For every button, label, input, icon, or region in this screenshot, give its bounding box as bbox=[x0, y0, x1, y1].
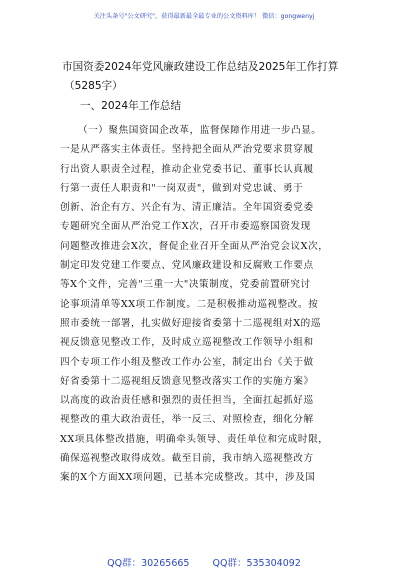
body-line: 以高度的政治责任感和强烈的责任担当，全面扛起抓好巡 bbox=[60, 395, 314, 407]
body-line: 等X个文件，完善"三重一大"决策制度，党委前置研究讨 bbox=[60, 279, 311, 291]
document-title bbox=[62, 58, 362, 96]
body-line: 专题研究全面从严治党工作X次，召开市委巡察国资发现 bbox=[60, 221, 311, 233]
body-line: 论事项清单等XX项工作制度。二是积极推动巡视整改。按 bbox=[60, 298, 319, 310]
section-heading: 一、2024年工作总结 bbox=[80, 100, 182, 112]
body-text bbox=[60, 121, 356, 488]
footer-qq-group-1: QQ群：30265665 bbox=[107, 558, 190, 569]
body-line: 创新、治企有方、兴企有为、清正廉洁。全年国资委党委 bbox=[60, 202, 314, 214]
body-line: 行第一责任人职责和"一岗双责"，做到对党忠诚、勇于 bbox=[60, 182, 304, 194]
body-line: 视整改的重大政治责任，举一反三、对照检查，细化分解 bbox=[60, 414, 314, 426]
body-line: 四个专项工作小组及整改工作办公室，制定出台《关于做 bbox=[60, 356, 314, 368]
body-line: XX项具体整改措施，明确牵头领导、责任单位和完成时限， bbox=[60, 433, 329, 445]
body-line: 一是从严落实主体责任。坚持把全面从严治党要求贯穿履 bbox=[60, 144, 314, 156]
body-line: （一）聚焦国资国企改革，监督保障作用进一步凸显。 bbox=[78, 125, 322, 136]
title-line-2: （5285字） bbox=[64, 80, 123, 92]
footer-contacts bbox=[0, 555, 408, 569]
header-banner: 关注头条号"公文研究"，获得最新最全最专业的公文资料库！ 微信：gongwenyj bbox=[93, 13, 315, 20]
body-line: 照市委统一部署，扎实做好迎接省委第十二巡视组对X的巡 bbox=[60, 317, 321, 329]
title-line-1: 市国资委2024年党风廉政建设工作总结及2025年工作打算 bbox=[62, 61, 339, 73]
body-line: 问题整改推进会X次，督促企业召开全面从严治党会议X次， bbox=[60, 240, 329, 252]
footer-qq-group-2: QQ群：535304092 bbox=[212, 558, 301, 569]
body-line: 行出资人职责全过程，推动企业党委书记、董事长认真履 bbox=[60, 163, 314, 175]
body-line: 确保巡视整改取得成效。截至目前，我市纳入巡视整改方 bbox=[60, 453, 314, 465]
body-line: 视反馈意见整改工作，及时成立巡视整改工作领导小组和 bbox=[60, 337, 314, 349]
body-line: 制定印发党建工作要点、党风廉政建设和反腐败工作要点 bbox=[60, 260, 314, 272]
body-line: 案的X个方面XX项问题，已基本完成整改。其中，涉及国 bbox=[60, 472, 316, 484]
body-line: 好省委第十二巡视组反馈意见整改落实工作的实施方案》 bbox=[60, 375, 314, 387]
